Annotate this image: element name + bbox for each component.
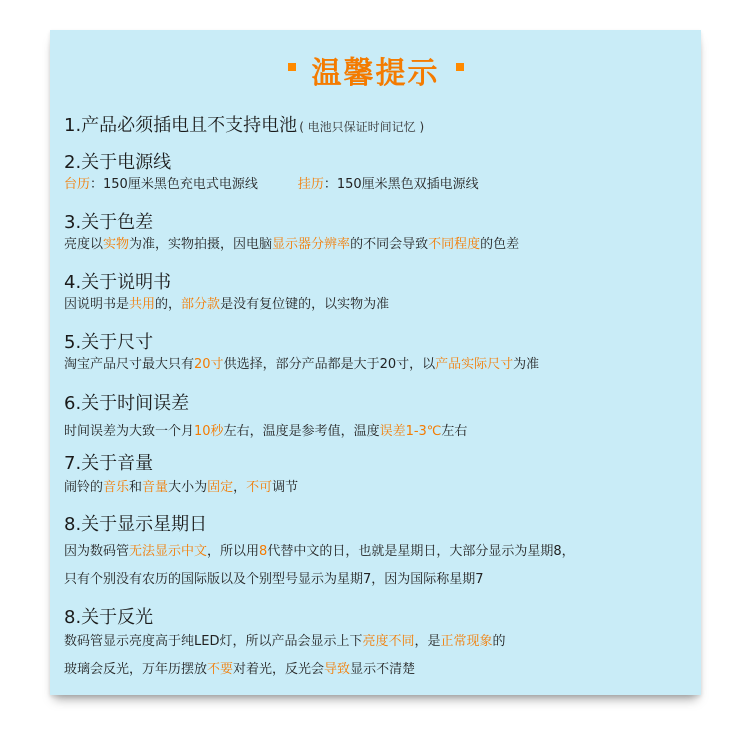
title-right-bullet bbox=[456, 63, 464, 71]
highlight-text: 不要 bbox=[207, 662, 234, 677]
section-sunday-display bbox=[64, 514, 694, 592]
body-text: 的， bbox=[155, 297, 182, 312]
body-text: 为准，实物拍摄，因电脑 bbox=[129, 237, 273, 252]
page-title: 温馨提示 bbox=[311, 56, 440, 91]
highlight-text: 音乐 bbox=[103, 480, 130, 495]
section-body-line bbox=[64, 356, 694, 374]
body-text: 对着光，反光会 bbox=[233, 662, 325, 677]
battery-note: ( 电池只保证时间记忆 ) bbox=[299, 120, 425, 134]
highlight-text: 20寸 bbox=[194, 357, 224, 372]
section-body-line bbox=[64, 479, 694, 497]
body-text: 左右，温度是参考值，温度 bbox=[223, 424, 380, 439]
body-text: ， bbox=[233, 480, 247, 495]
body-text: 显示不清楚 bbox=[350, 662, 416, 677]
section-heading bbox=[64, 115, 694, 138]
section-heading: 6.关于时间误差 bbox=[64, 393, 190, 414]
section-body-line bbox=[64, 236, 694, 254]
section-size bbox=[64, 332, 694, 374]
body-text: ，是 bbox=[414, 634, 441, 649]
section-heading: 4.关于说明书 bbox=[64, 272, 172, 293]
body-text: 大小为 bbox=[168, 480, 208, 495]
body-text: 因为数码管 bbox=[64, 544, 130, 559]
title-row bbox=[50, 48, 701, 92]
body-text: 的不同会导致 bbox=[350, 237, 429, 252]
section-body-line: 只有个别没有农历的国际版以及个别型号显示为星期7，因为国际称星期7 bbox=[64, 572, 484, 587]
highlight-text: 台历 bbox=[64, 177, 91, 192]
body-text: ：150厘米黑色充电式电源线 bbox=[90, 177, 258, 192]
body-text: 代替中文的日，也就是星期日，大部分显示为星期8， bbox=[267, 544, 575, 559]
section-power-required bbox=[64, 115, 694, 138]
section-body-line bbox=[64, 540, 694, 564]
body-text: 闹铃的 bbox=[64, 480, 104, 495]
body-text: 左右 bbox=[441, 424, 468, 439]
section-volume bbox=[64, 453, 694, 497]
body-text: ，所以用 bbox=[207, 544, 260, 559]
section-manual bbox=[64, 272, 694, 314]
highlight-text: 正常现象 bbox=[440, 634, 493, 649]
section-heading: 8.关于显示星期日 bbox=[64, 514, 208, 535]
highlight-text: 无法显示中文 bbox=[129, 544, 208, 559]
body-text: 亮度以 bbox=[64, 237, 104, 252]
section-body-line bbox=[64, 631, 694, 653]
section-body-line bbox=[64, 296, 694, 314]
body-text: 供选择，部分产品都是大于20寸，以 bbox=[223, 357, 436, 372]
heading-text: 1.产品必须插电且不支持电池 bbox=[64, 115, 298, 136]
body-text: 淘宝产品尺寸最大只有 bbox=[64, 357, 195, 372]
highlight-text: 不同程度 bbox=[428, 237, 481, 252]
section-power-cord bbox=[64, 152, 694, 194]
section-heading: 7.关于音量 bbox=[64, 453, 154, 474]
highlight-text: 固定 bbox=[207, 480, 234, 495]
highlight-text: 亮度不同 bbox=[362, 634, 415, 649]
title-left-bullet bbox=[288, 63, 296, 71]
notice-panel bbox=[50, 30, 701, 695]
section-heading: 3.关于色差 bbox=[64, 212, 154, 233]
body-text: 调节 bbox=[272, 480, 299, 495]
section-body-line bbox=[64, 176, 694, 194]
body-text: 的色差 bbox=[480, 237, 520, 252]
section-color-difference bbox=[64, 212, 694, 254]
body-text: 是没有复位键的，以实物为准 bbox=[220, 297, 390, 312]
highlight-text: 共用 bbox=[129, 297, 156, 312]
highlight-text: 误差1-3℃ bbox=[379, 424, 442, 439]
section-time-error bbox=[64, 393, 694, 441]
section-body-line bbox=[64, 423, 694, 441]
body-text: 的 bbox=[492, 634, 506, 649]
highlight-text: 导致 bbox=[324, 662, 351, 677]
highlight-text: 实物 bbox=[103, 237, 130, 252]
section-heading: 8.关于反光 bbox=[64, 607, 154, 628]
body-text: 和 bbox=[129, 480, 143, 495]
section-heading: 5.关于尺寸 bbox=[64, 332, 154, 353]
highlight-text: 显示器分辨率 bbox=[272, 237, 351, 252]
highlight-text: 不可 bbox=[246, 480, 273, 495]
highlight-text: 挂历 bbox=[297, 177, 324, 192]
section-body-line bbox=[64, 659, 694, 681]
highlight-text: 音量 bbox=[142, 480, 169, 495]
body-text: 玻璃会反光，万年历摆放 bbox=[64, 662, 208, 677]
body-text: 数码管显示亮度高于纯LED灯，所以产品会显示上下 bbox=[64, 634, 363, 649]
highlight-text: 10秒 bbox=[194, 424, 224, 439]
highlight-text: 8 bbox=[259, 544, 268, 559]
section-heading: 2.关于电源线 bbox=[64, 152, 172, 173]
body-text: 为准 bbox=[513, 357, 540, 372]
body-text: 因说明书是 bbox=[64, 297, 130, 312]
body-text: ：150厘米黑色双插电源线 bbox=[323, 177, 479, 192]
section-reflection bbox=[64, 607, 694, 681]
body-text: 时间误差为大致一个月 bbox=[64, 424, 195, 439]
highlight-text: 部分款 bbox=[181, 297, 221, 312]
highlight-text: 产品实际尺寸 bbox=[435, 357, 514, 372]
